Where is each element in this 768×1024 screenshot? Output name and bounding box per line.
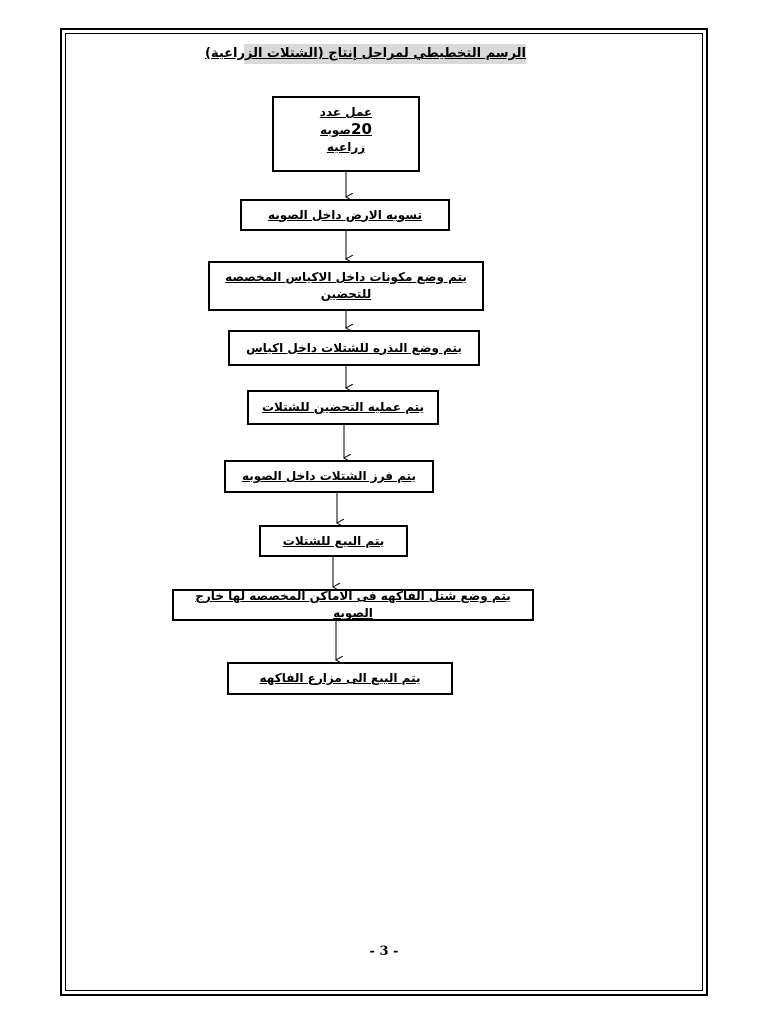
step-4-label: يتم وضع البذره للشتلات داخل اكياس [246,340,462,355]
step-1-label-line2: زراعيه [326,140,366,154]
step-7-label: يتم البيع للشتلات [282,533,385,548]
step-3-label: يتم وضع مكونات داخل الاكياس المخصصه للتحضين [225,270,467,301]
step-1-label-line1: عمل عدد 20صوبه [319,105,373,138]
step-2-label: تسويه الارض داخل الصوبه [267,207,423,222]
step-6-label: يتم فرز الشتلات داخل الصوبه [241,469,417,483]
page-number: - 3 - [369,944,399,959]
step-9-label: يتم البيع الى مزارع الفاكهه [259,671,421,685]
step-8-label: يتم وضع شتل الفاكهه فى الاماكن المخصصه لها خارج الصوبه [195,589,511,620]
diagram-title: الرسم التخطيطي لمراحل إنتاج (الشتلات الزراعية) [244,44,526,64]
step-5-label: يتم عمليه التحضين للشتلات [261,400,425,414]
